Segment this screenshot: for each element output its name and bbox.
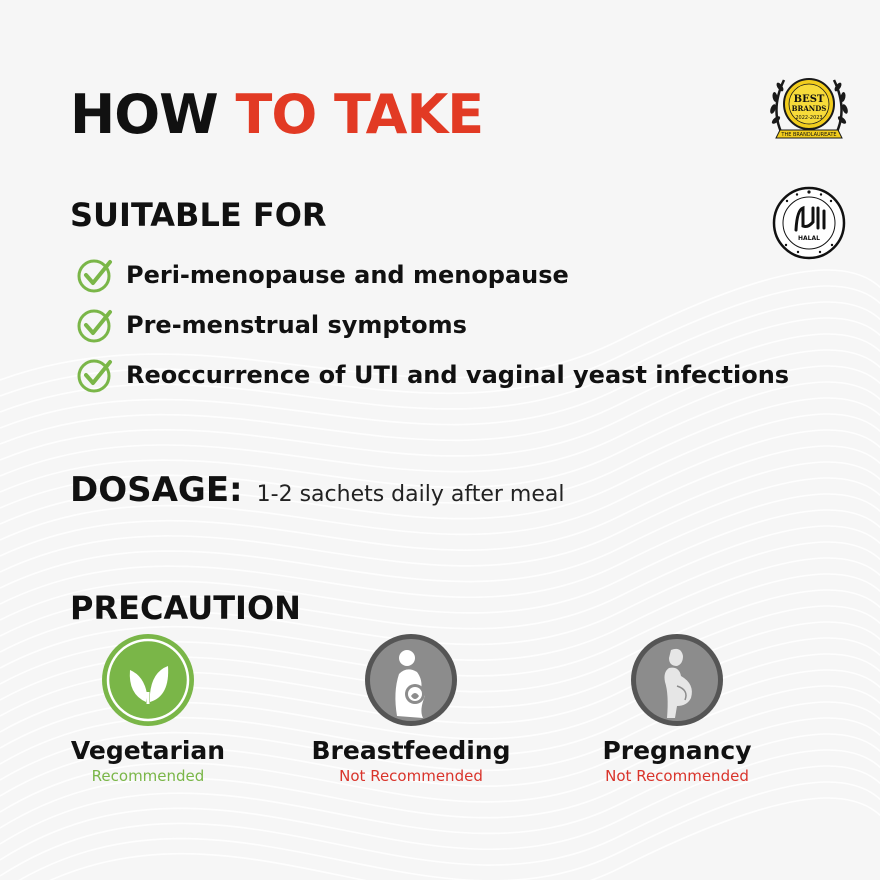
- precaution-status: Not Recommended: [605, 767, 749, 785]
- precaution-heading: PRECAUTION: [70, 589, 301, 627]
- title-part-to-take: TO TAKE: [235, 83, 484, 146]
- suitable-item-text: Pre-menstrual symptoms: [126, 311, 467, 339]
- check-circle-icon: [76, 306, 114, 344]
- suitable-item-text: Reoccurrence of UTI and vaginal yeast infections: [126, 361, 790, 389]
- dosage-label: DOSAGE:: [70, 470, 243, 510]
- check-circle-icon: [76, 256, 114, 294]
- background-wave-line: [0, 798, 880, 880]
- precaution-name: Breastfeeding: [311, 736, 511, 765]
- precaution-item-breastfeeding: [291, 632, 531, 786]
- halal-badge: [772, 186, 846, 260]
- list-item: [76, 300, 789, 350]
- precaution-name: Vegetarian: [70, 736, 226, 765]
- suitable-item-text: Peri-menopause and menopause: [126, 261, 569, 289]
- laurel-badge-icon: [764, 64, 854, 154]
- suitable-list: [76, 250, 789, 400]
- page-title: [70, 80, 483, 150]
- best-brands-badge: [764, 64, 854, 154]
- precaution-status: Not Recommended: [339, 767, 483, 785]
- precaution-name: Pregnancy: [602, 736, 752, 765]
- badge-years-text: 2022-2023: [795, 115, 823, 121]
- badge-best-text: BEST: [793, 94, 825, 105]
- list-item: [76, 250, 789, 300]
- badge-brands-text: BRANDS: [791, 104, 827, 113]
- leaf-icon: [100, 632, 196, 728]
- halal-text: HALAL: [798, 235, 820, 242]
- pregnancy-icon: [629, 632, 725, 728]
- precaution-item-pregnancy: [557, 632, 797, 786]
- precaution-status: Recommended: [91, 767, 205, 785]
- badge-ribbon-text: THE BRANDLAUREATE: [781, 132, 837, 138]
- breastfeeding-icon: [363, 632, 459, 728]
- precaution-item-vegetarian: [28, 632, 268, 786]
- title-part-how: HOW: [70, 83, 218, 146]
- dosage-section: [70, 470, 564, 510]
- dosage-value: 1-2 sachets daily after meal: [256, 482, 565, 507]
- halal-logo-icon: [772, 186, 846, 260]
- suitable-for-heading: SUITABLE FOR: [70, 196, 327, 234]
- list-item: [76, 350, 789, 400]
- check-circle-icon: [76, 356, 114, 394]
